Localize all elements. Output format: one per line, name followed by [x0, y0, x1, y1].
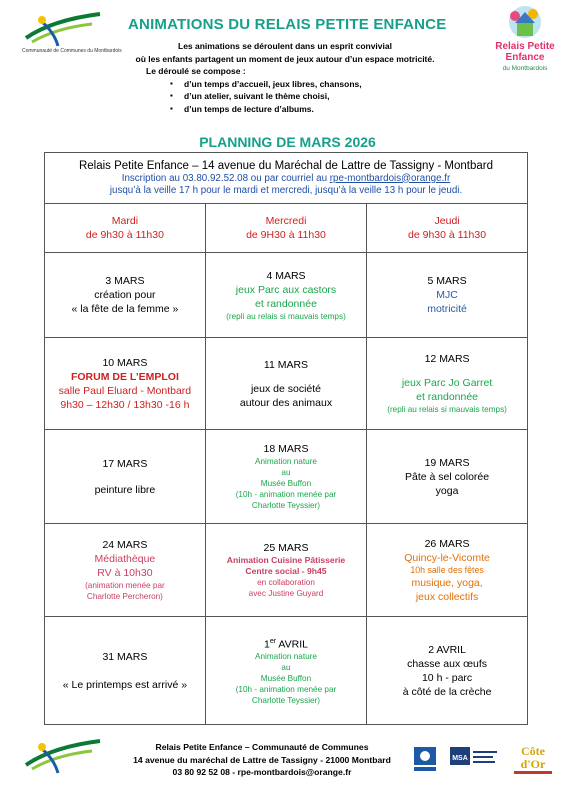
day-time: de 9H30 à 11h30	[246, 229, 326, 241]
event-date: 26 MARS	[424, 537, 470, 550]
event-text: « la fête de la femme »	[71, 303, 179, 315]
event-text: création pour	[94, 289, 156, 301]
planning-table	[44, 152, 528, 725]
cote-dor-text: d'Or	[520, 757, 546, 771]
event-cell	[367, 524, 528, 617]
event-text: Charlotte Teyssier)	[251, 501, 321, 510]
event-text: FORUM DE L’EMPLOI	[70, 370, 179, 383]
event-text: jeux de société	[250, 382, 321, 395]
intro-text	[110, 40, 460, 115]
event-text: RV à 10h30	[97, 567, 153, 579]
event-cell	[45, 430, 206, 524]
day-name: Mardi	[111, 215, 139, 227]
event-text: yoga	[435, 484, 459, 497]
event-text: Pâte à sel colorée	[405, 470, 490, 483]
week-row	[45, 524, 528, 617]
event-text: chasse aux œufs	[407, 657, 488, 670]
footer-line: 14 avenue du maréchal de Lattre de Tassigny - 21000 Montbard	[133, 754, 391, 765]
day-header	[45, 204, 206, 253]
event-text: en collaboration	[257, 578, 315, 587]
cote-dor-text: Côte	[521, 744, 545, 758]
event-text: Musée Buffon	[260, 674, 312, 684]
day-header-row	[45, 204, 528, 253]
event-date: 18 MARS	[263, 443, 309, 455]
event-text: Médiathèque	[94, 553, 156, 565]
event-date: 19 MARS	[424, 456, 470, 469]
event-cell	[205, 617, 366, 725]
rpe-logo-text: Enfance	[505, 52, 545, 63]
week-row	[45, 617, 528, 725]
footer-contact	[102, 741, 422, 779]
event-note: (repli au relais si mauvais temps)	[387, 405, 507, 414]
footer-community-logo	[22, 735, 104, 785]
event-text: Animation nature	[255, 457, 317, 466]
event-cell	[45, 338, 206, 430]
event-date	[209, 635, 363, 652]
event-text: (10h - animation menée par	[235, 685, 337, 695]
event-cell	[205, 524, 366, 617]
event-text: musique, yoga,	[411, 576, 483, 589]
event-note: (animation menée par	[85, 581, 165, 590]
event-date: 2 AVRIL	[428, 643, 466, 656]
event-cell	[205, 430, 366, 524]
event-text: 9h30 – 12h30 / 13h30 -16 h	[60, 398, 190, 411]
rpe-logo	[487, 4, 563, 78]
intro-line: où les enfants partagent un moment de jeux autour d’un espace motricité.	[135, 53, 435, 64]
intro-line: Le déroulé se compose :	[146, 66, 246, 76]
email-link[interactable]: rpe-montbardois@orange.fr	[329, 172, 451, 184]
community-caption: Communauté de Communes du Montbardois	[22, 48, 122, 54]
info-title: Relais Petite Enfance – 14 avenue du Maréchal de Lattre de Tassigny - Montbard	[78, 159, 494, 172]
intro-list	[110, 78, 460, 116]
msa-logo	[450, 745, 500, 769]
footer-line: Relais Petite Enfance – Communauté de Communes	[155, 742, 369, 752]
intro-list-item: ▪ d’un atelier, suivant le thème choisi,	[170, 90, 460, 103]
event-date-month: AVRIL	[276, 638, 308, 651]
intro-list-item: ▪ d’un temps d’accueil, jeux libres, chansons,	[170, 78, 460, 91]
event-date: 4 MARS	[266, 269, 306, 282]
event-text: motricité	[427, 303, 467, 315]
event-cell	[45, 253, 206, 338]
event-date: 10 MARS	[102, 356, 148, 369]
event-cell	[45, 524, 206, 617]
event-text: « Le printemps est arrivé »	[62, 678, 188, 691]
rpe-logo-text: du Montbardois	[502, 65, 548, 72]
community-logo	[22, 8, 122, 56]
week-row	[45, 338, 528, 430]
event-text: MJC	[436, 289, 458, 301]
info-deadline: jusqu’à la veille 17 h pour le mardi et mercredi, jusqu’à la veille 13 h pour le jeudi.	[109, 185, 463, 196]
event-text: salle Paul Eluard - Montbard	[58, 384, 192, 397]
event-cell	[45, 617, 206, 725]
page-title: ANIMATIONS DU RELAIS PETITE ENFANCE	[128, 16, 447, 33]
event-text: Quincy-le-Vicomte	[404, 551, 490, 564]
event-text: Musée Buffon	[260, 479, 312, 488]
event-note: Charlotte Percheron)	[86, 592, 163, 601]
event-date-number: 1	[263, 638, 270, 651]
msa-label: MSA	[452, 755, 468, 762]
event-text: autour des animaux	[239, 396, 333, 409]
footer-line: 03 80 92 52 08 - rpe-montbardois@orange.fr	[172, 767, 352, 777]
event-cell	[205, 338, 366, 430]
event-text: jeux collectifs	[415, 590, 479, 603]
event-text: au	[281, 468, 291, 477]
event-text: 10 h - parc	[421, 671, 473, 684]
event-date: 11 MARS	[263, 358, 309, 371]
day-time: de 9h30 à 11h30	[408, 229, 487, 241]
event-cell	[367, 253, 528, 338]
week-row	[45, 253, 528, 338]
day-header	[367, 204, 528, 253]
event-date: 3 MARS	[105, 275, 145, 287]
day-header	[205, 204, 366, 253]
event-text: avec Justine Guyard	[248, 589, 324, 598]
planning-title: PLANNING DE MARS 2026	[199, 134, 376, 150]
week-row	[45, 430, 528, 524]
event-text: à côté de la crèche	[402, 685, 492, 698]
event-date: 5 MARS	[427, 275, 467, 287]
event-text: Animation Cuisine Pâtisserie	[226, 555, 346, 565]
event-date: 25 MARS	[263, 542, 309, 554]
event-text: Charlotte Teyssier)	[251, 696, 321, 706]
event-text: et randonnée	[255, 297, 317, 310]
event-date: 31 MARS	[102, 650, 148, 663]
caf-logo	[412, 745, 438, 775]
event-text: peinture libre	[94, 483, 156, 496]
event-note: (repli au relais si mauvais temps)	[226, 311, 346, 321]
event-cell	[205, 253, 366, 338]
info-row	[45, 153, 528, 204]
event-text: (10h - animation menée par	[235, 490, 337, 499]
event-text: Centre social - 9h45	[245, 566, 327, 576]
event-text: jeux Parc aux castors	[235, 283, 337, 296]
event-date: 24 MARS	[102, 539, 148, 551]
event-text: et randonnée	[416, 391, 479, 403]
day-time: de 9h30 à 11h30	[85, 229, 164, 241]
event-cell	[367, 617, 528, 725]
day-name: Mercredi	[265, 215, 307, 227]
info-registration	[48, 173, 524, 186]
event-text: 10h salle des fêtes	[410, 564, 484, 575]
intro-line: Les animations se déroulent dans un esprit convivial	[178, 41, 392, 51]
intro-list-item: ▪ d’un temps de lecture d’albums.	[170, 103, 460, 116]
event-date: 17 MARS	[102, 457, 148, 470]
info-registration-text: Inscription au 03.80.92.52.08 ou par courriel au	[121, 172, 330, 184]
event-date-suffix: er	[269, 637, 277, 645]
day-name: Jeudi	[434, 215, 460, 227]
event-date: 12 MARS	[424, 353, 470, 365]
cote-dor-logo	[508, 742, 558, 776]
event-text: jeux Parc Jo Garret	[401, 377, 493, 389]
event-cell	[367, 430, 528, 524]
event-cell	[367, 338, 528, 430]
info-cell	[45, 153, 528, 204]
event-text: Animation nature	[255, 652, 317, 662]
event-text: au	[281, 663, 291, 673]
rpe-logo-text: Relais Petite	[495, 41, 555, 52]
